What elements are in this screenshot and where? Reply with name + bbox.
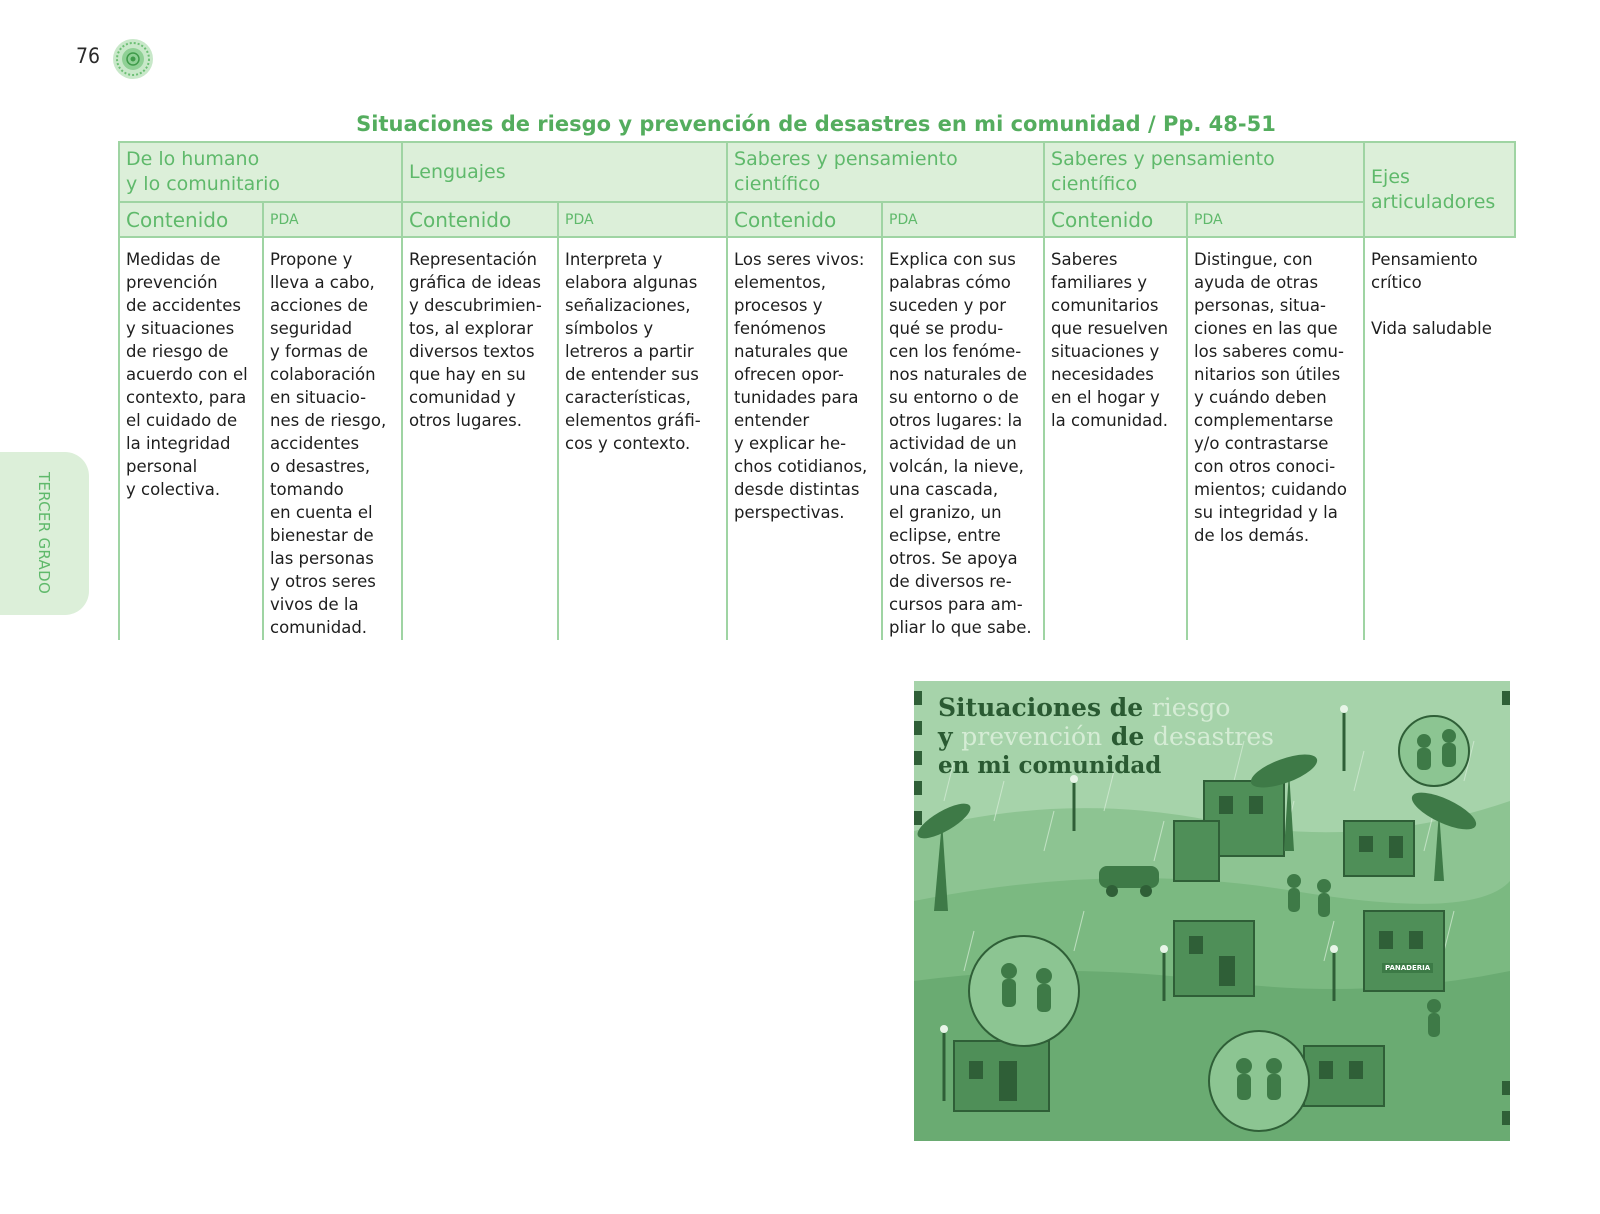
subheader-pda: PDA <box>882 202 1044 237</box>
table-cell: Distingue, con ayuda de otras personas, situa- ciones en las que los saberes comu- nitarios son útiles y cuándo deben complementarse y/o contrastarse con otros conoci- mientos; cuidando su integridad y la de los demás. <box>1187 237 1364 640</box>
bakery-sign: PANADERIA <box>1382 963 1433 973</box>
field-lenguajes: Lenguajes <box>402 142 727 202</box>
table-cell: Explica con sus palabras cómo suceden y por qué se produ- cen los fenóme- nos naturales de su entorno o de otros lugares: la actividad de un volcán, la nieve, una cascada, el granizo, un eclipse, entre otros. Se apoya de diversos re- cursos para am- pliar lo que sabe. <box>882 237 1044 640</box>
table-cell: Pensamiento crítico Vida saludable <box>1364 237 1515 640</box>
table-cell: Propone y lleva a cabo, acciones de seguridad y formas de colaboración en situacio- nes de riesgo, accidentes o desastres, tomando en cuenta el bienestar de las personas y otros seres vivos de la comunidad. <box>263 237 402 640</box>
subheader-contenido: Contenido <box>119 202 263 237</box>
subheader-contenido: Contenido <box>402 202 558 237</box>
table-cell: Saberes familiares y comunitarios que resuelven situaciones y necesidades en el hogar y la comunidad. <box>1044 237 1187 640</box>
grade-label: TERCER GRADO <box>35 471 53 595</box>
subheader-contenido: Contenido <box>1044 202 1187 237</box>
curriculum-table <box>118 141 1516 640</box>
field-ejes: Ejes articuladores <box>1364 142 1515 237</box>
field-saberes-1: Saberes y pensamiento científico <box>727 142 1044 202</box>
sub-header-row <box>119 202 1515 237</box>
table-cell: Interpreta y elabora algunas señalizaciones, símbolos y letreros a partir de entender sus características, elementos gráfi- cos y contexto. <box>558 237 727 640</box>
field-saberes-2: Saberes y pensamiento científico <box>1044 142 1364 202</box>
page-number: 76 <box>76 44 101 68</box>
table-title: Situaciones de riesgo y prevención de desastres en mi comunidad / Pp. 48-51 <box>356 112 1276 136</box>
table-cell: Medidas de prevención de accidentes y situaciones de riesgo de acuerdo con el contexto, para el cuidado de la integridad personal y colectiva. <box>119 237 263 640</box>
subheader-pda: PDA <box>1187 202 1364 237</box>
field-header-row <box>119 142 1515 202</box>
subheader-contenido: Contenido <box>727 202 882 237</box>
field-humano: De lo humano y lo comunitario <box>119 142 402 202</box>
book-cover-illustration <box>914 681 1510 1141</box>
content-row <box>119 237 1515 640</box>
subheader-pda: PDA <box>263 202 402 237</box>
table-cell: Representación gráfica de ideas y descubrimien- tos, al explorar diversos textos que hay en su comunidad y otros lugares. <box>402 237 558 640</box>
sun-emblem-icon <box>112 38 154 80</box>
table-cell: Los seres vivos: elementos, procesos y fenómenos naturales que ofrecen opor- tunidades para entender y explicar he- chos cotidianos, desde distintas perspectivas. <box>727 237 882 640</box>
subheader-pda: PDA <box>558 202 727 237</box>
cover-title: Situaciones de riesgo y prevención de desastres en mi comunidad <box>938 693 1274 779</box>
